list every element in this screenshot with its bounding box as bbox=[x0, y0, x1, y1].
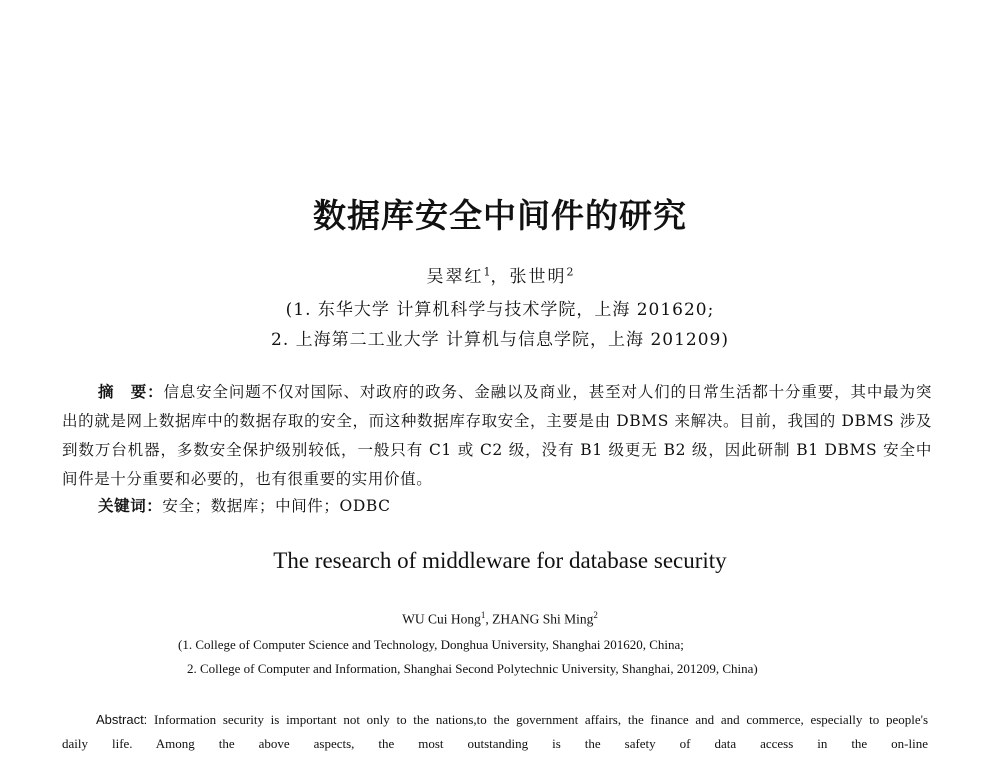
chinese-keywords-label: 关键词： bbox=[98, 497, 163, 515]
author-2-mark: 2 bbox=[566, 265, 574, 279]
english-abstract-label: Abstract: bbox=[96, 712, 148, 727]
chinese-affiliation-1: (1. 东华大学 计算机科学与技术学院，上海 201620; bbox=[285, 300, 715, 320]
english-affiliation-1: (1. College of Computer Science and Technology, Donghua University, Shanghai 201620, China; bbox=[178, 637, 684, 652]
author-1-name: 吴翠红 bbox=[426, 267, 484, 287]
author-separator: ， bbox=[490, 267, 510, 287]
chinese-affiliation-2: 2. 上海第二工业大学 计算机与信息学院，上海 201209) bbox=[271, 330, 729, 350]
en-author-1-name: WU Cui Hong bbox=[402, 611, 481, 627]
english-abstract-text: Information security is important not only to the nations,to the government affairs, the finance and and commerce, especially to people's daily life. Among the above aspects, the most outstanding is the safety of data access in the on-line bbox=[62, 712, 929, 751]
chinese-abstract-label: 摘 要： bbox=[98, 383, 164, 401]
english-title: The research of middleware for database security bbox=[273, 548, 727, 573]
chinese-abstract-text: 信息安全问题不仅对国际、对政府的政务、金融以及商业，甚至对人们的日常生活都十分重要，其中最为突出的就是网上数据库中的数据存取的安全，而这种数据库存取安全，主要是由 DBMS 来解决。目前，我国的 DBMS 涉及到数万台机器，多数安全保护级别较低，一般只有 C1 或 C2 级，没有 B1 级更无 B2 级，因此研制 B1 DBMS 安全中间件是十分重要和必要的，也有很重要的实用价值。 bbox=[62, 383, 932, 488]
en-author-2-mark: 2 bbox=[593, 610, 598, 620]
author-2-name: 张世明 bbox=[509, 267, 567, 287]
author-1-mark: 1 bbox=[483, 265, 491, 279]
chinese-abstract bbox=[62, 378, 932, 494]
chinese-authors bbox=[0, 262, 1000, 287]
chinese-keywords-text: 安全；数据库；中间件；ODBC bbox=[162, 497, 391, 515]
english-abstract bbox=[62, 708, 928, 756]
en-author-separator: , bbox=[485, 611, 493, 627]
chinese-keywords bbox=[98, 494, 391, 516]
en-author-2-name: ZHANG Shi Ming bbox=[492, 611, 594, 627]
english-affiliation-2: 2. College of Computer and Information, Shanghai Second Polytechnic University, Shanghai, 201209, China) bbox=[187, 661, 758, 676]
chinese-title: 数据库安全中间件的研究 bbox=[313, 196, 687, 235]
english-authors bbox=[0, 610, 1000, 628]
en-author-1-mark: 1 bbox=[480, 610, 486, 620]
